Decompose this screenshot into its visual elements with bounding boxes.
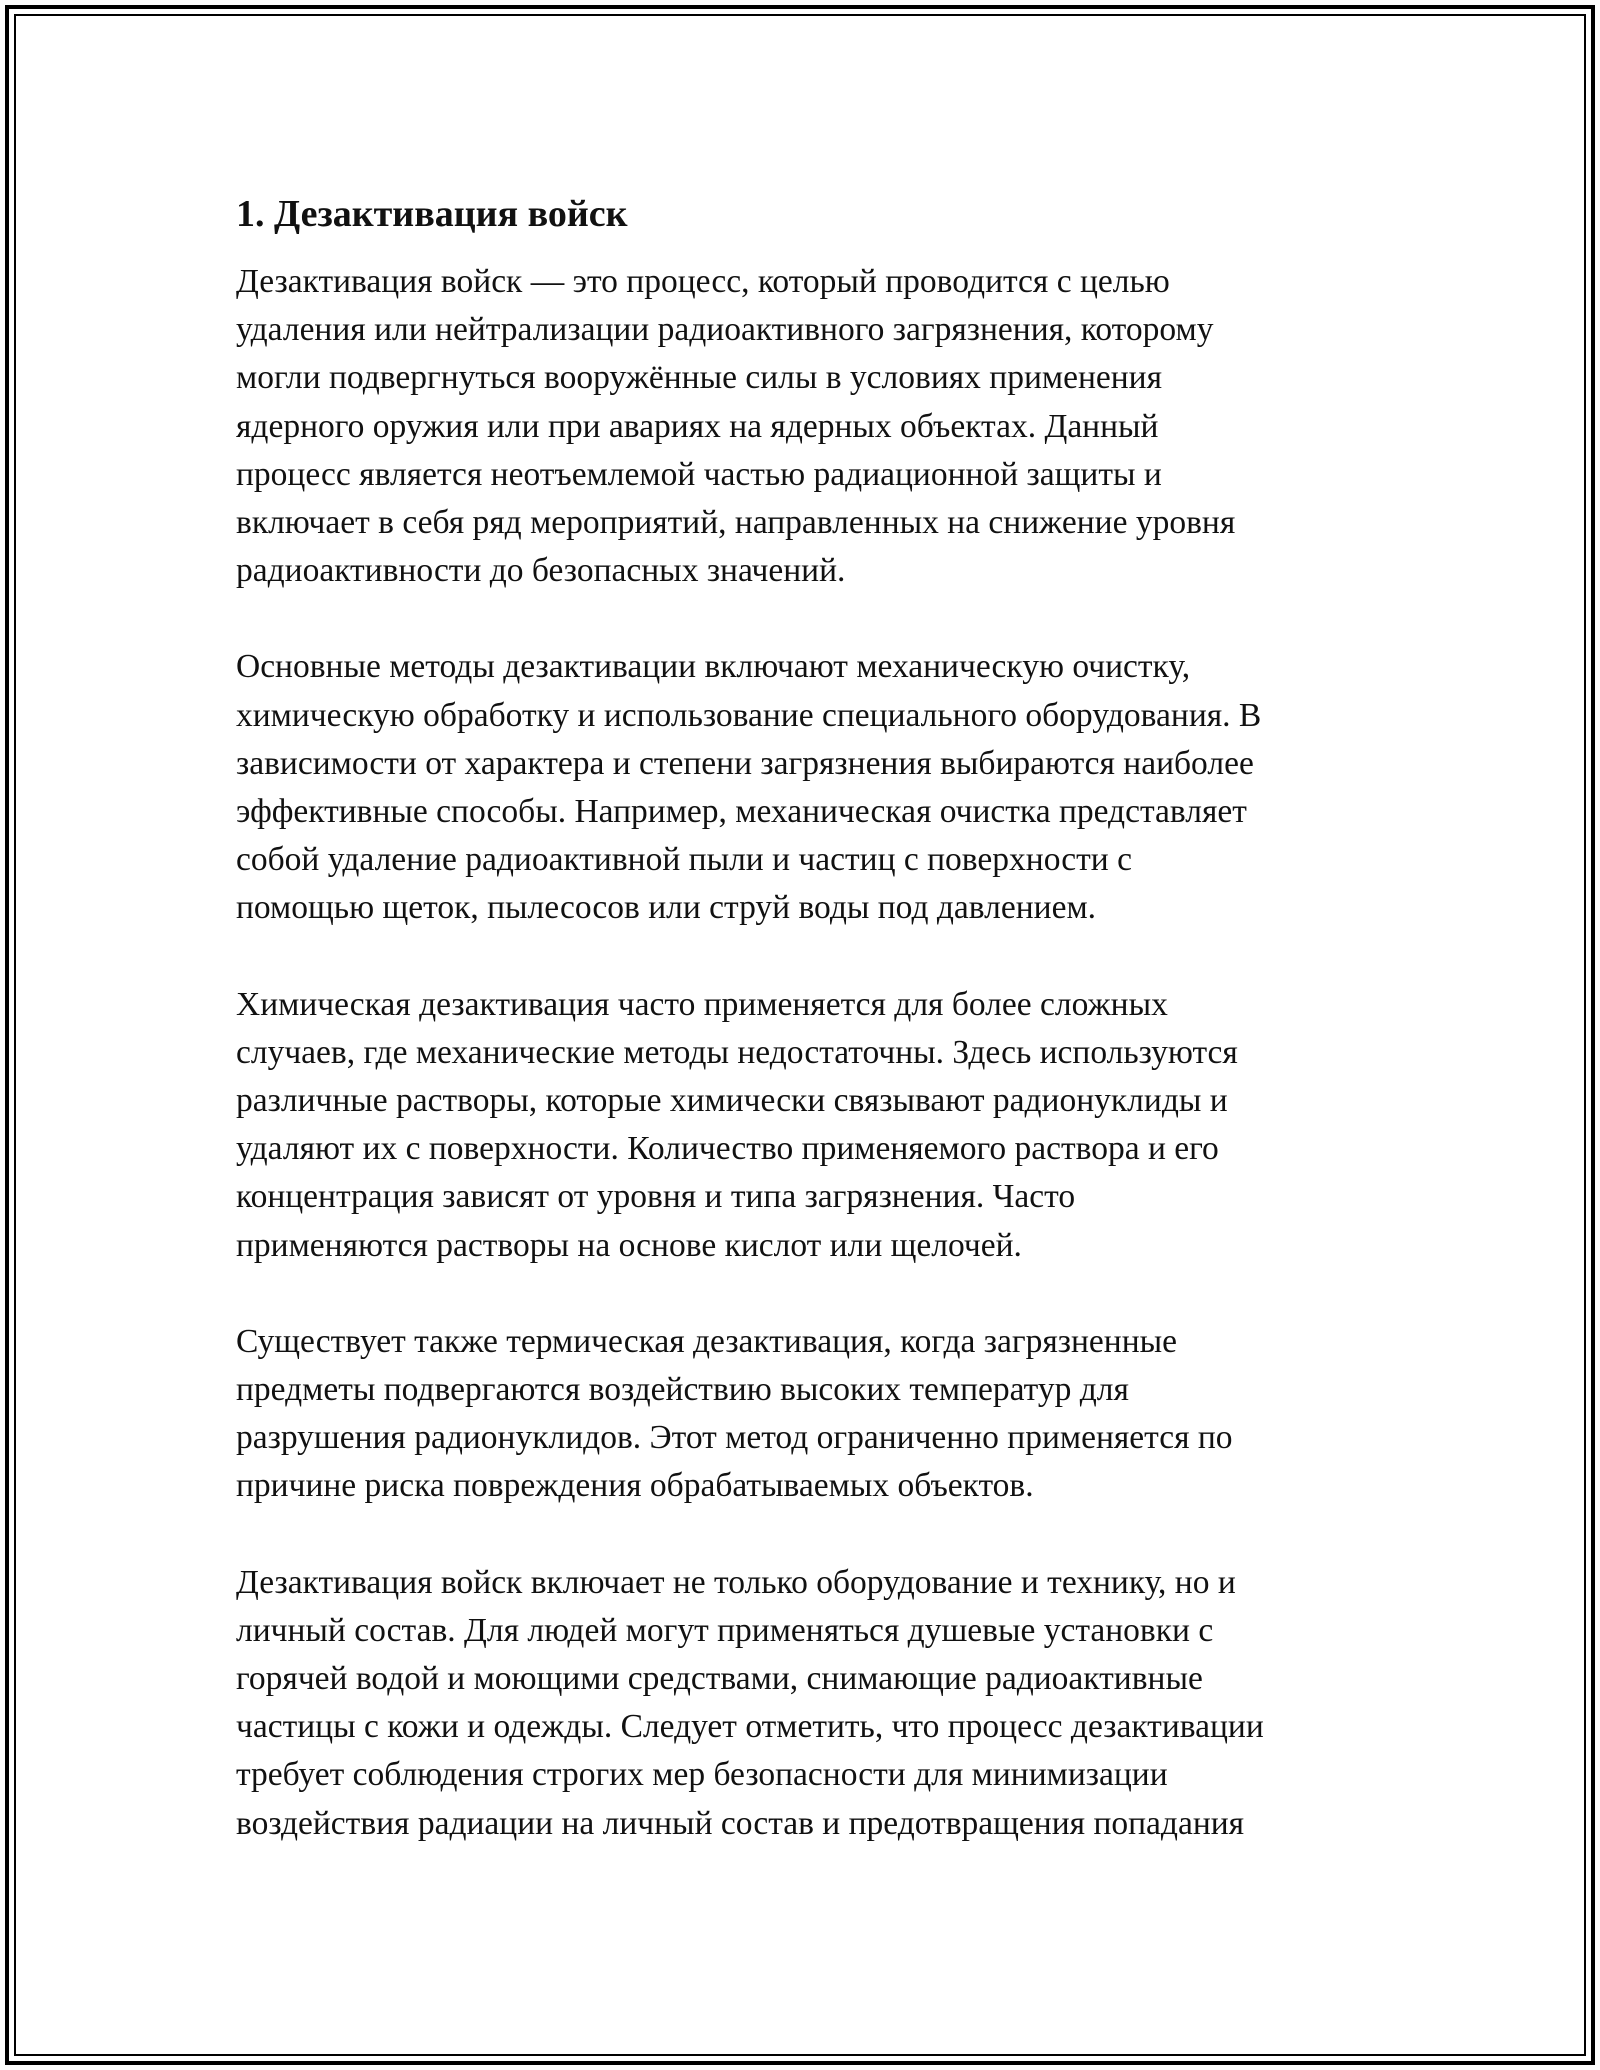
paragraph-4 xyxy=(236,1318,1376,1511)
text-line: зависимости от характера и степени загрязнения выбираются наиболее xyxy=(236,744,1254,782)
text-line: Существует также термическая дезактивация, когда загрязненные xyxy=(236,1322,1178,1360)
text-line: процесс является неотъемлемой частью радиационной защиты и xyxy=(236,455,1162,493)
document-body xyxy=(236,186,1376,1896)
text-line: собой удаление радиоактивной пыли и частиц с поверхности с xyxy=(236,841,1132,879)
text-line: Основные методы дезактивации включают механическую очистку, xyxy=(236,648,1191,686)
text-line: радиоактивности до безопасных значений. xyxy=(236,552,846,590)
text-line: применяются растворы на основе кислот или щелочей. xyxy=(236,1226,1022,1264)
text-line: Дезактивация войск включает не только оборудование и технику, но и xyxy=(236,1563,1236,1601)
text-line: случаев, где механические методы недостаточны. Здесь используются xyxy=(236,1033,1238,1071)
text-line: личный состав. Для людей могут применяться душевые установки с xyxy=(236,1611,1214,1649)
text-line: удаляют их с поверхности. Количество применяемого раствора и его xyxy=(236,1130,1219,1168)
text-line: могли подвергнуться вооружённые силы в условиях применения xyxy=(236,359,1163,397)
text-line: химическую обработку и использование специального оборудования. В xyxy=(236,696,1262,734)
text-line: различные растворы, которые химически связывают радионуклиды и xyxy=(236,1082,1228,1120)
paragraph-5 xyxy=(236,1559,1376,1848)
text-line: включает в себя ряд мероприятий, направленных на снижение уровня xyxy=(236,504,1236,542)
text-line: помощью щеток, пылесосов или струй воды под давлением. xyxy=(236,889,1097,927)
text-line: воздействия радиации на личный состав и предотвращения попадания xyxy=(236,1804,1245,1842)
text-line: концентрация зависят от уровня и типа загрязнения. Часто xyxy=(236,1178,1076,1216)
text-line: ядерного оружия или при авариях на ядерных объектах. Данный xyxy=(236,407,1159,445)
text-line: разрушения радионуклидов. Этот метод ограниченно применяется по xyxy=(236,1419,1233,1457)
paragraph-2 xyxy=(236,643,1376,932)
text-line: требует соблюдения строгих мер безопасности для минимизации xyxy=(236,1756,1168,1794)
text-line: предметы подвергаются воздействию высоких температур для xyxy=(236,1371,1129,1409)
text-line: Дезактивация войск — это процесс, который проводится с целью xyxy=(236,263,1170,300)
text-line: удаления или нейтрализации радиоактивного загрязнения, которому xyxy=(236,311,1214,349)
text-line: Химическая дезактивация часто применяется для более сложных xyxy=(236,985,1168,1023)
section-heading: 1. Дезактивация войск xyxy=(236,193,628,235)
paragraph-3 xyxy=(236,981,1376,1270)
text-line: эффективные способы. Например, механическая очистка представляет xyxy=(236,793,1247,831)
text-line: горячей водой и моющими средствами, снимающие радиоактивные xyxy=(236,1660,1203,1698)
text-line: частицы с кожи и одежды. Следует отметить, что процесс дезактивации xyxy=(236,1708,1264,1746)
text-line: причине риска повреждения обрабатываемых объектов. xyxy=(236,1467,1034,1505)
paragraph-1 xyxy=(236,258,1376,595)
